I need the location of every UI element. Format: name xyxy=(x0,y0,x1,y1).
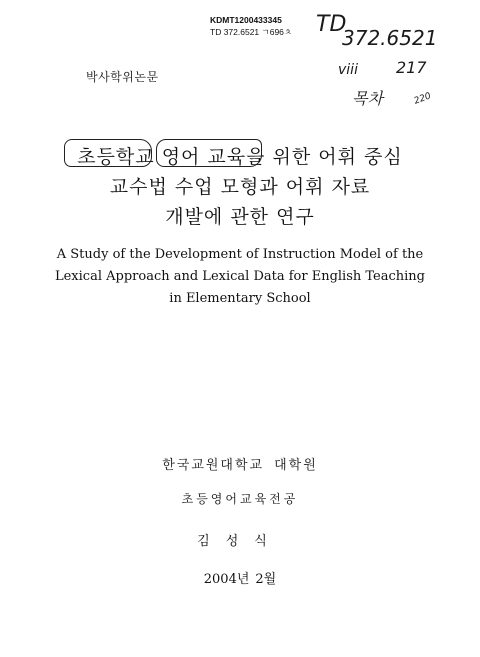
handwritten-pages-roman: viii xyxy=(338,62,358,78)
title-korean-line-2: 교수법 수업 모형과 어휘 자료 xyxy=(109,176,371,198)
handwritten-pages: 217 xyxy=(396,58,427,77)
title-circled-phrase: 영어 교육 xyxy=(161,146,247,168)
handwritten-td: TD xyxy=(316,12,347,37)
title-english-line-3: in Elementary School xyxy=(169,291,311,306)
call-number: TD 372.6521 ㄱ696ㅊ xyxy=(210,27,293,37)
title-circled-word: 초등학교 xyxy=(77,146,155,168)
registry-code: KDMT1200433345 xyxy=(210,15,282,25)
title-english-line-2: Lexical Approach and Lexical Data for English Teaching xyxy=(54,269,425,284)
title-korean-line-1 xyxy=(0,142,480,169)
title-english-line-1: A Study of the Development of Instruction Model of the xyxy=(56,247,424,262)
date-month: 2월 xyxy=(255,572,277,587)
handwritten-toc-pages: 220 xyxy=(412,91,433,107)
date-year: 2004년 xyxy=(203,572,250,587)
university-name: 한국교원대학교 xyxy=(162,458,265,473)
author-name: 김성식 xyxy=(197,534,283,549)
university-line xyxy=(0,454,480,473)
degree-label: 박사학위논문 xyxy=(86,70,159,84)
handwritten-class-number: 372.6521 xyxy=(342,26,438,50)
title-korean-line-3: 개발에 관한 연구 xyxy=(165,206,315,228)
graduate-school: 대학원 xyxy=(274,458,318,473)
handwritten-toc: 목차 xyxy=(352,89,383,108)
submission-date xyxy=(0,568,480,587)
major-label: 초등영어교육전공 xyxy=(181,492,299,506)
title-line-1-rest: 을 위한 어휘 중심 xyxy=(246,146,403,168)
registry-label xyxy=(210,14,292,38)
